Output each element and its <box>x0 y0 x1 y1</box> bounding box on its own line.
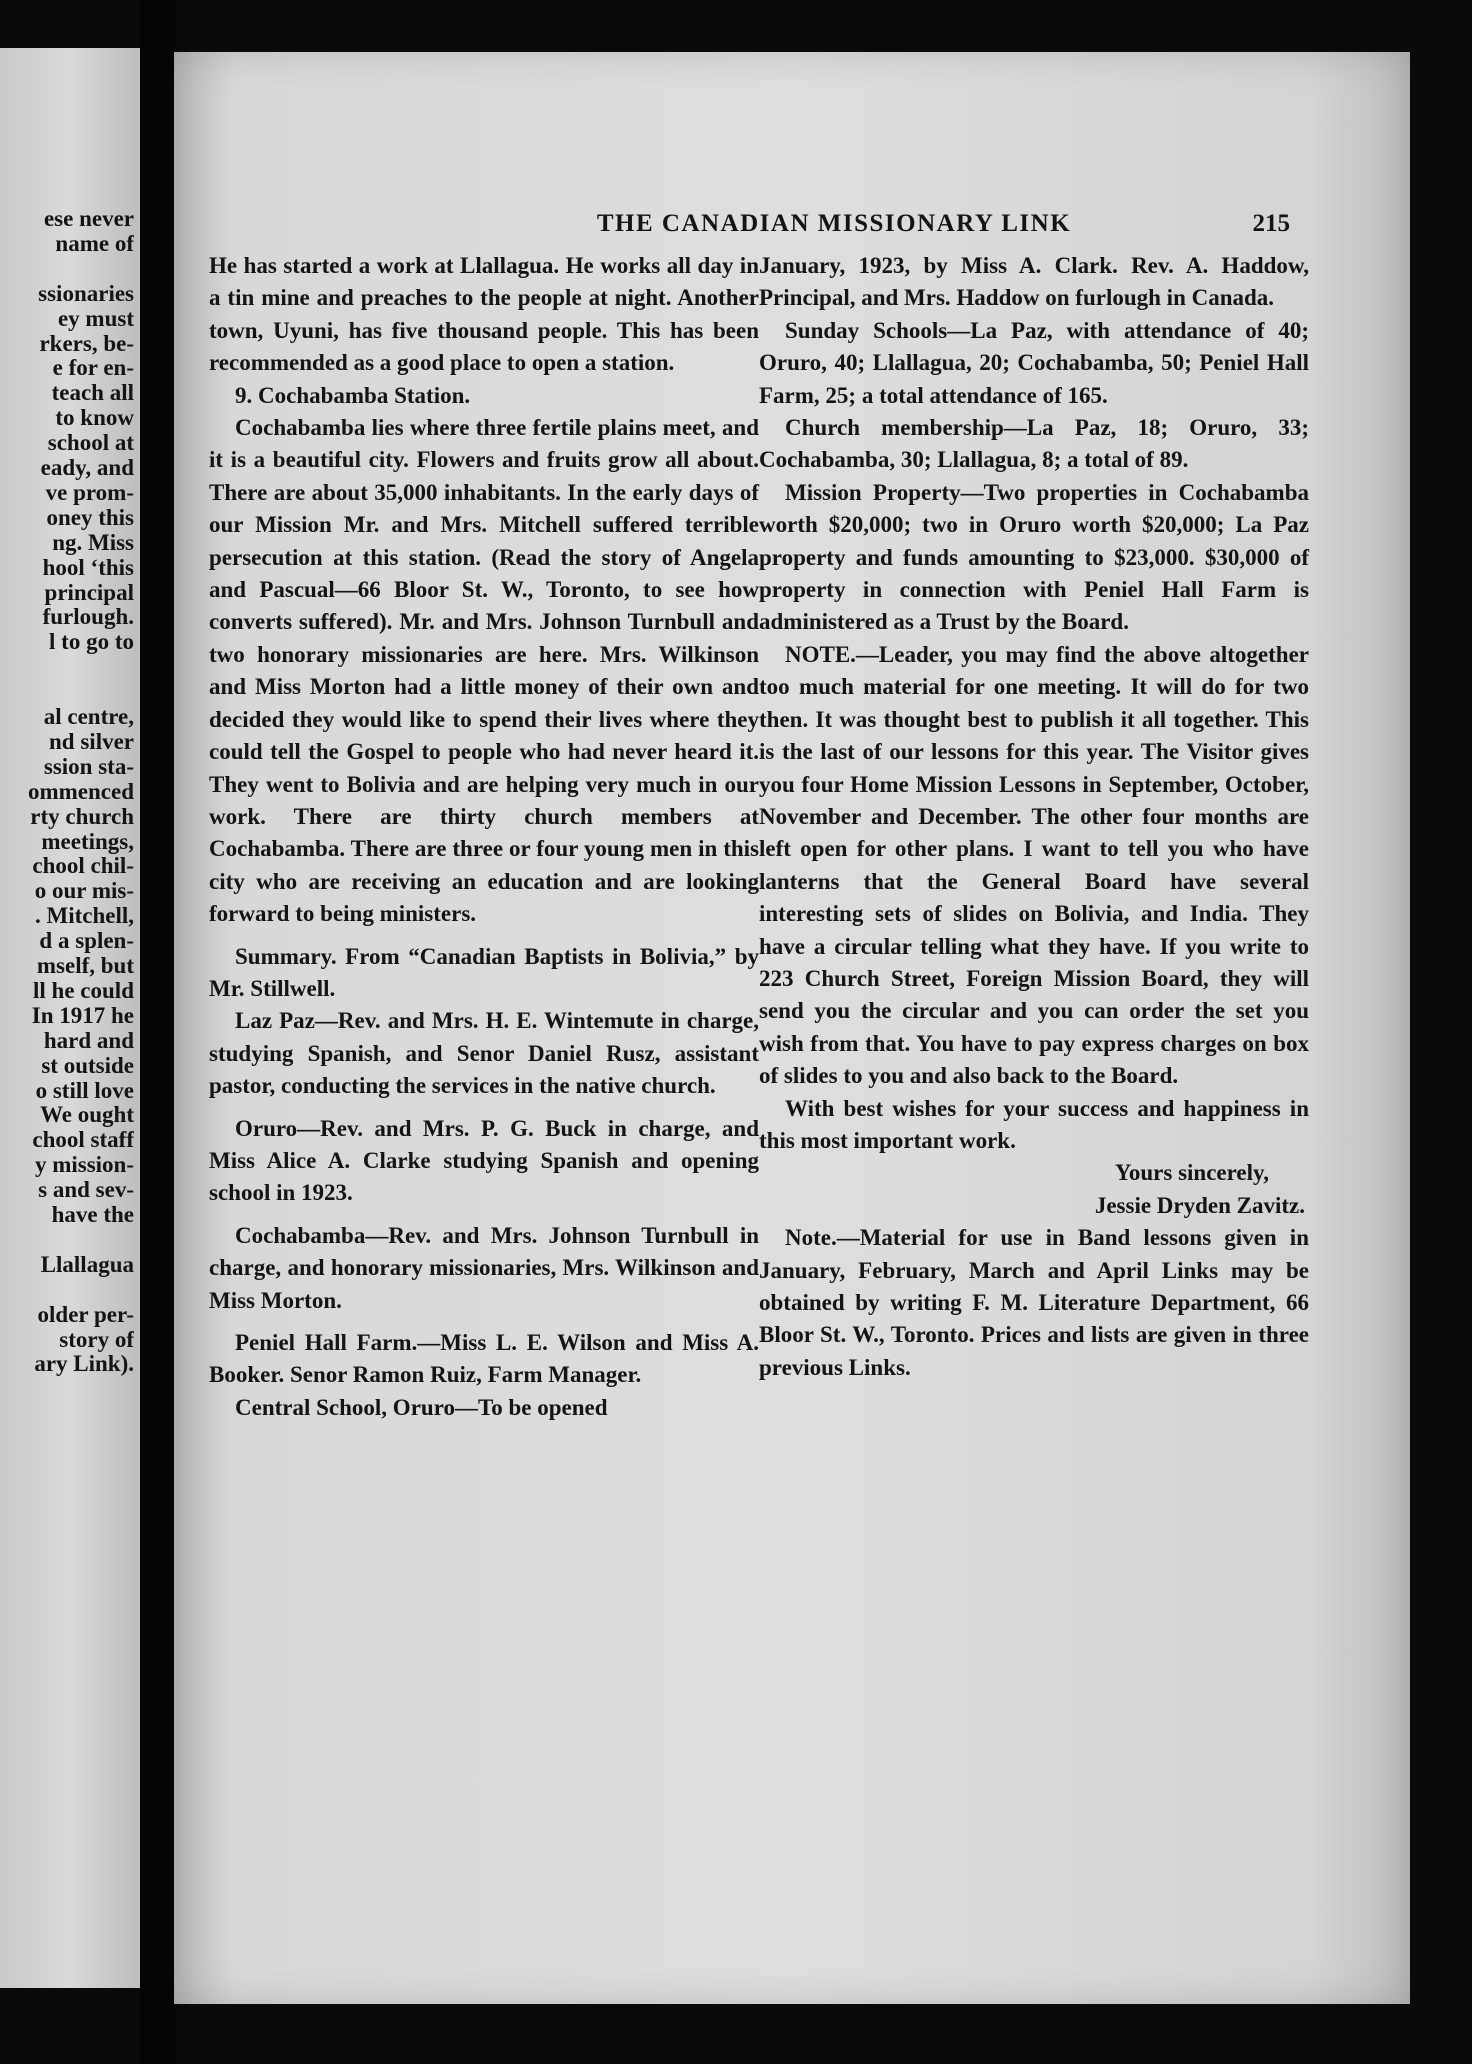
previous-page-line: rty church <box>30 803 134 829</box>
previous-page-line: Llallagua <box>40 1251 134 1277</box>
paragraph: NOTE.—Leader, you may find the above altogether too much material for one meeting. It will do for two then. It was thought best to publish it all together. This is the last of our lessons for this year. The Visitor gives you four Home Mission Lessons in September, October, November and December. The other four months are left open for other plans. I want to tell you who have lanterns that the General Board have several interesting sets of slides on Bolivia, and India. They have a circular telling what they have. If you write to 223 Church Street, Foreign Mission Board, they will send you the circular and you can order the set you wish from that. You have to pay express charges on box of slides to you and also back to the Board. <box>759 641 1309 1089</box>
paragraph: Cochabamba lies where three fertile plains meet, and it is a beautiful city. Flowers and fruits grow all about. There are about 35,000 inhabitants. In the early days of our Mission Mr. and Mrs. Mitchell suffered terrible persecution at this station. (Read the story of Angela and Pascual—66 Bloor St. W., Toronto, to see how converts suffered). Mr. and Mrs. Johnson Turnbull and two honorary missionaries are here. Mrs. Wilkinson and Miss Morton had a little money of their own and decided they would like to spend their lives where they could tell the Gospel to people who had never heard it. They went to Bolivia and are helping very much in our work. There are thirty church members at Cochabamba. There are three or four young men in this city who are receiving an education and are looking forward to being ministers. <box>209 415 759 927</box>
paragraph: Central School, Oruro—To be opened <box>235 1394 608 1420</box>
previous-page-line: principal <box>44 579 134 605</box>
paragraph: January, 1923, by Miss A. Clark. Rev. A. Haddow, Principal, and Mrs. Haddow on furlough in Canada. <box>759 253 1309 311</box>
paragraph: Summary. From “Canadian Baptists in Bolivia,” by Mr. Stillwell. <box>209 943 759 1001</box>
previous-page-line: meetings, <box>41 828 134 854</box>
footnote: Note.—Material for use in Band lessons given in January, February, March and April Links may be obtained by writing F. M. Literature Department, 66 Bloor St. W., Toronto. Prices and lists are given in three previous Links. <box>759 1225 1309 1380</box>
previous-page-line: school at <box>47 430 134 456</box>
previous-page-line: furlough. <box>42 604 134 630</box>
previous-page-line: ng. Miss <box>52 529 134 555</box>
previous-page-line: hard and <box>43 1027 134 1053</box>
previous-page-line: . Mitchell, <box>35 903 134 929</box>
previous-page-line: nd silver <box>49 728 134 754</box>
paragraph: Mission Property—Two properties in Cochabamba worth $20,000; two in Oruro worth $20,000; La Paz property and funds amounting to $23,000. $30,000 of property in connection with Peniel Hall Farm is administered as a Trust by the Board. <box>759 479 1309 635</box>
previous-page-line: y mission- <box>34 1152 134 1178</box>
previous-page-line: s and sev- <box>38 1177 134 1203</box>
paragraph: With best wishes for your success and happiness in this most important work. <box>759 1095 1309 1153</box>
previous-page-line: eady, and <box>40 455 134 480</box>
previous-page-line: l to go to <box>49 629 134 655</box>
paragraph: Laz Paz—Rev. and Mrs. H. E. Wintemute in charge, studying Spanish, and Senor Daniel Rusz, assistant pastor, conducting the services in the native church. <box>209 1008 759 1099</box>
previous-page-line: ary Link). <box>34 1351 134 1377</box>
paragraph: 9. Cochabamba Station. <box>235 382 471 408</box>
paragraph: Cochabamba—Rev. and Mrs. Johnson Turnbull in charge, and honorary missionaries, Mrs. Wilkinson and Miss Morton. <box>209 1222 759 1313</box>
previous-page-line: e for en- <box>52 355 134 381</box>
previous-page-line: ssionaries <box>38 280 134 306</box>
previous-page-line: mself, but <box>36 953 134 978</box>
paragraph: Oruro—Rev. and Mrs. P. G. Buck in charge, and Miss Alice A. Clarke studying Spanish and opening school in 1923. <box>209 1115 759 1206</box>
previous-page-line: o still love <box>35 1077 134 1103</box>
right-column <box>759 250 1309 1384</box>
page <box>174 52 1410 2004</box>
previous-page-line: chool staff <box>32 1127 134 1153</box>
paragraph: Church membership—La Paz, 18; Oruro, 33; Cochabamba, 30; Llallagua, 8; a total of 89. <box>759 415 1309 473</box>
previous-page-line: ll he could <box>33 977 134 1003</box>
previous-page-line: have the <box>51 1202 134 1227</box>
left-column <box>209 250 759 1424</box>
previous-page-line: o our mis- <box>34 878 134 904</box>
previous-page-line: teach all <box>51 380 134 406</box>
previous-page-line: chool chil- <box>32 853 134 879</box>
page-number: 215 <box>1252 210 1290 237</box>
previous-page-line: story of <box>59 1326 134 1352</box>
signature: Jessie Dryden Zavitz. <box>1094 1192 1305 1218</box>
paragraph: He has started a work at Llallagua. He works all day in a tin mine and preaches to the people at night. Another town, Uyuni, has five thousand people. This has been recommended as a good place to open a station. <box>209 253 759 376</box>
previous-page-line: oney this <box>46 504 134 530</box>
previous-page-line: rkers, be- <box>39 330 134 356</box>
previous-page-line: ese never <box>43 206 134 231</box>
paragraph: Sunday Schools—La Paz, with attendance of 40; Oruro, 40; Llallagua, 20; Cochabamba, 50; Peniel Hall Farm, 25; a total attendance of 165. <box>759 317 1309 408</box>
book-gutter <box>140 0 176 2064</box>
previous-page-line: hool ‘this <box>42 554 134 580</box>
running-head: THE CANADIAN MISSIONARY LINK <box>596 210 1072 237</box>
previous-page-line: In 1917 he <box>31 1002 134 1028</box>
previous-page-line: d a splen- <box>39 928 134 954</box>
previous-page-strip <box>0 48 140 1988</box>
previous-page-line: ve prom- <box>45 479 134 505</box>
paragraph: Peniel Hall Farm.—Miss L. E. Wilson and Miss A. Booker. Senor Ramon Ruiz, Farm Manager. <box>209 1330 759 1388</box>
previous-page-line: We ought <box>40 1102 134 1128</box>
previous-page-line: al centre, <box>43 704 134 729</box>
previous-page-line: ey must <box>57 305 134 331</box>
previous-page-line: to know <box>55 405 134 431</box>
previous-page-line: st outside <box>41 1052 134 1078</box>
closing: Yours sincerely, <box>1114 1160 1269 1186</box>
previous-page-line: ommenced <box>27 778 134 804</box>
previous-page-line: name of <box>55 230 134 256</box>
previous-page-line: older per- <box>37 1301 134 1327</box>
previous-page-line: ssion sta- <box>43 753 134 779</box>
